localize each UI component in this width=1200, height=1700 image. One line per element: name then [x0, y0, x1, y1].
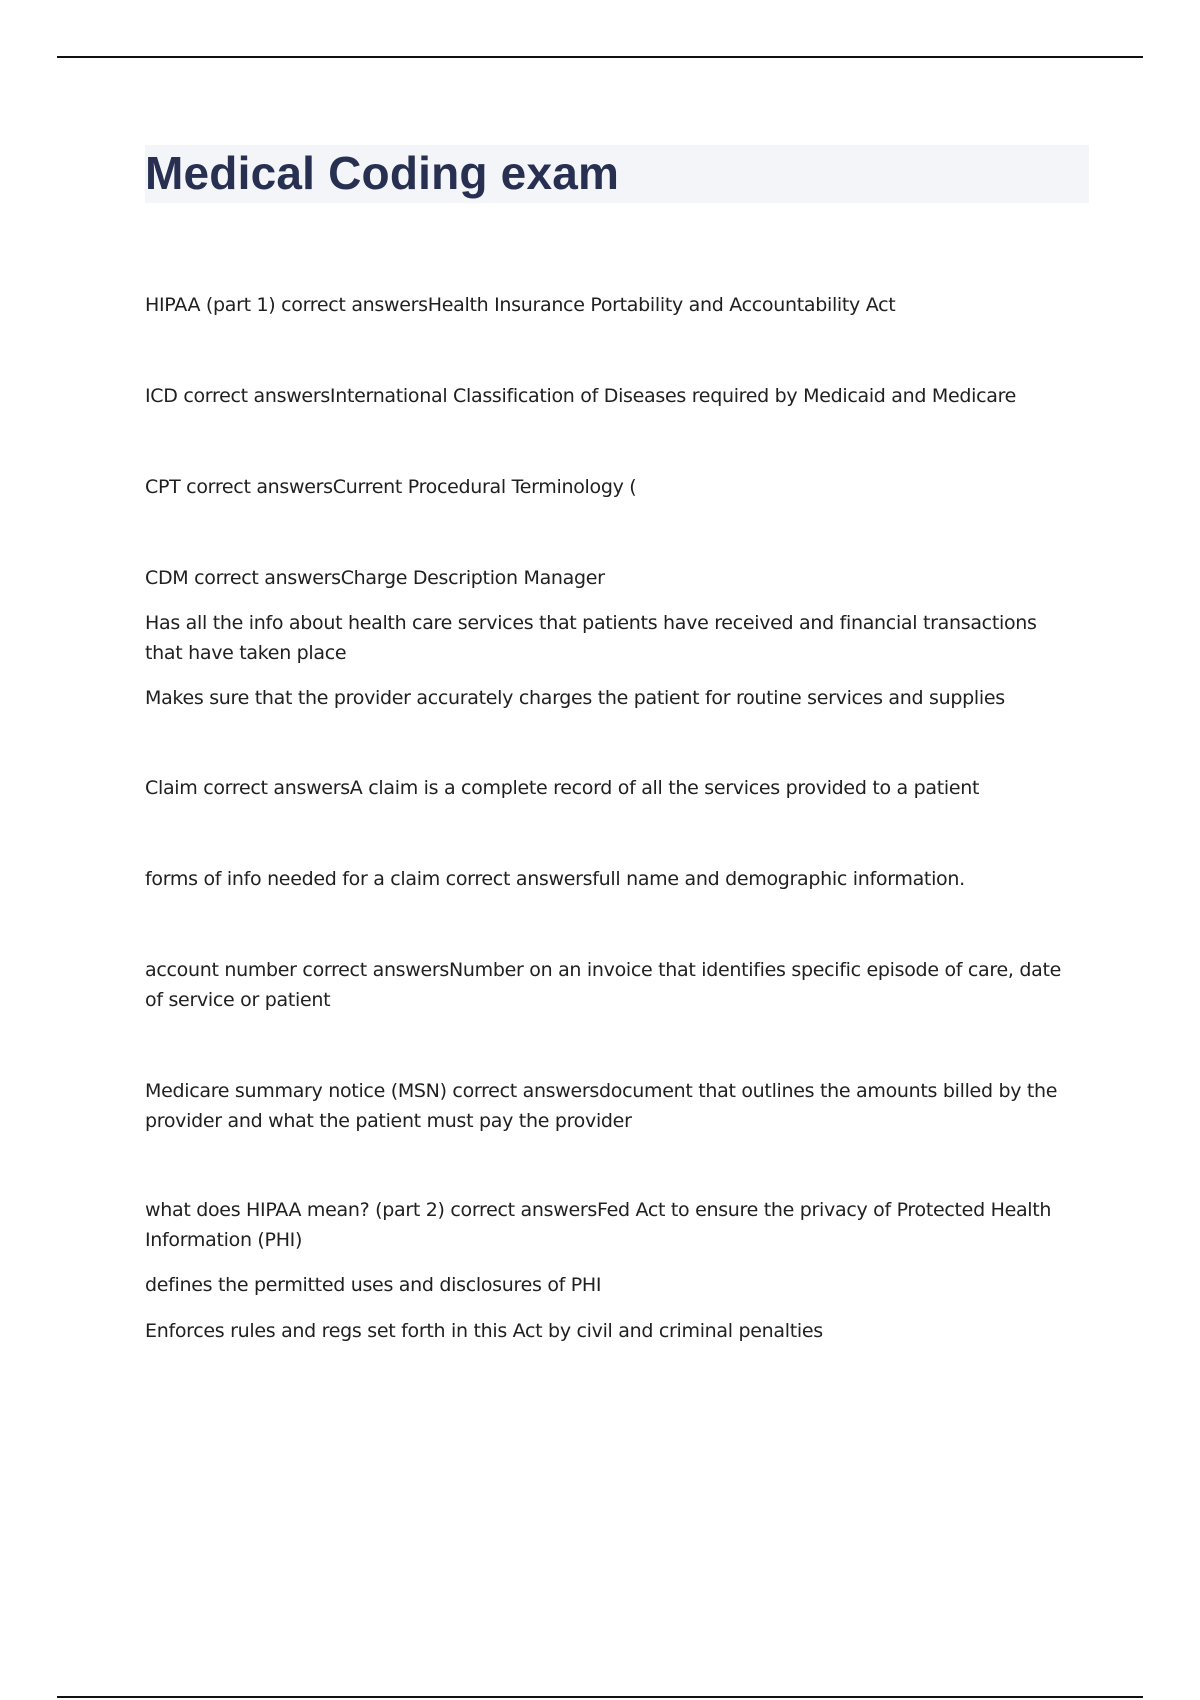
paragraph-claim: Claim correct answersA claim is a complete record of all the services provided to a patient: [145, 777, 980, 799]
paragraph-phi-uses: defines the permitted uses and disclosures of PHI: [145, 1274, 602, 1296]
header-rule: [57, 56, 1143, 58]
paragraph-claim-forms: forms of info needed for a claim correct answersfull name and demographic information.: [145, 868, 965, 890]
paragraph-icd: ICD correct answersInternational Classification of Diseases required by Medicaid and Medicare: [145, 385, 1017, 407]
page-title: Medical Coding exam: [145, 147, 620, 199]
paragraph-cdm-detail-1: Has all the info about health care services that patients have received and financial transactions that have taken place: [145, 612, 1037, 664]
paragraph-account-number: account number correct answersNumber on an invoice that identifies specific episode of care, date of service or patient: [145, 959, 1061, 1011]
paragraph-msn: Medicare summary notice (MSN) correct answersdocument that outlines the amounts billed by the provider and what the patient must pay the provider: [145, 1080, 1058, 1132]
paragraph-hipaa-part-1: HIPAA (part 1) correct answersHealth Insurance Portability and Accountability Act: [145, 294, 896, 316]
paragraph-cpt: CPT correct answersCurrent Procedural Terminology (: [145, 476, 637, 498]
paragraph-enforcement: Enforces rules and regs set forth in this Act by civil and criminal penalties: [145, 1320, 823, 1342]
paragraph-hipaa-part-2: what does HIPAA mean? (part 2) correct answersFed Act to ensure the privacy of Protected Health Information (PHI): [145, 1199, 1052, 1251]
paragraph-cdm: CDM correct answersCharge Description Manager: [145, 567, 605, 589]
footer-rule: [57, 1696, 1143, 1698]
paragraph-cdm-detail-2: Makes sure that the provider accurately charges the patient for routine services and supplies: [145, 687, 1005, 709]
